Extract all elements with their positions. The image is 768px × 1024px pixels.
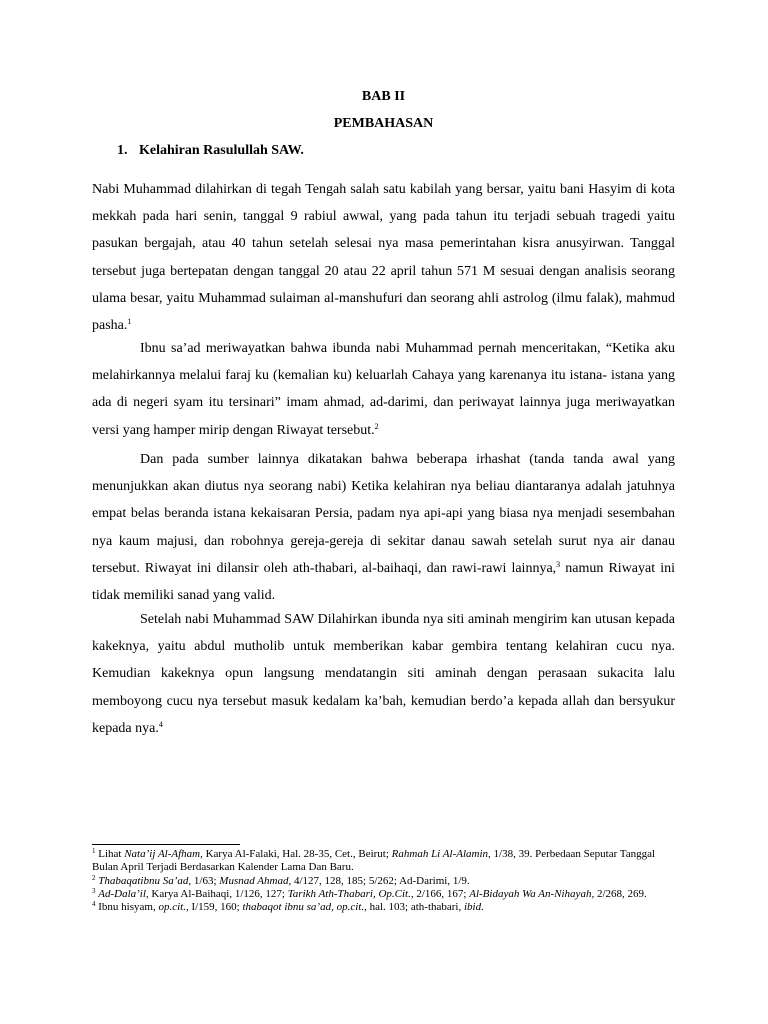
footnote-ref: 3 bbox=[556, 559, 561, 569]
paragraph-text: Ibnu sa’ad meriwayatkan bahwa ibunda nabi Muhammad pernah menceritakan, “Ketika aku melahirkannya melalui faraj ku (kemalian ku) keluarlah Cahaya yang karenanya itu istana- istana yang ada di negeri syam itu tersinari” imam ahmad, ad-darimi, dan periwayat lainnya juga meriwayatkan versi yang hamper mirip dengan Riwayat tersebut. bbox=[92, 341, 675, 438]
footnote-text: Karya Al-Falaki, Hal. 28-35, Cet., Beirut; bbox=[202, 848, 392, 860]
paragraph-2 bbox=[92, 335, 675, 444]
footnote-text: Lihat bbox=[98, 848, 125, 860]
paragraph-4 bbox=[92, 606, 675, 742]
footnote-source-title: Ad-Dala’il, bbox=[98, 887, 149, 900]
footnote-text: 2/268, 269. bbox=[594, 887, 647, 900]
footnote-source-title: op.cit., bbox=[158, 901, 189, 914]
footnote-2 bbox=[92, 875, 675, 888]
paragraph-text: Nabi Muhammad dilahirkan di tegah Tengah salah satu kabilah yang bersar, yaitu bani Hasyim di kota mekkah pada hari senin, tanggal 9 rabiul awwal, yang pada tahun itu terjadi sebuah tragedi yaitu pasukan bergajah, atau 40 tahun setelah selesai nya masa pemerintahan kisra anusyirwan. Tanggal tersebut juga bertepatan dengan tanggal 20 atau 22 april tahun 571 M sesuai dengan analisis seorang ulama besar, yaitu Muhammad sulaiman al-manshufuri dan seorang ahli astrolog (ilmu falak), mahmud pasha. bbox=[92, 182, 675, 334]
paragraph-text: Dan pada sumber lainnya dikatakan bahwa beberapa irhashat (tanda tanda awal yang menunjukkan akan diutus nya seorang nabi) Ketika kelahiran nya beliau diantaranya adalah jatuhnya empat belas beranda istana kekaisaran Persia, padam nya api-api yang biasa nya menjadi sesembahan nya kaum majusi, dan robohnya gereja-gereja di sekitar danau sawah setelah surut nya air danau tersebut. Riwayat ini dilansir oleh ath-thabari, al-baihaqi, dan rawi-rawi lainnya, bbox=[92, 452, 675, 576]
footnote-1 bbox=[92, 848, 675, 875]
footnote-text: 4/127, 128, 185; 5/262; Ad-Darimi, 1/9. bbox=[291, 874, 470, 887]
footnote-text: hal. 103; ath-thabari, bbox=[366, 901, 464, 914]
footnote-source-title: Rahmah Li Al-Alamin, bbox=[391, 848, 491, 860]
footnote-ref: 4 bbox=[158, 719, 163, 729]
footnotes bbox=[92, 848, 675, 914]
footnote-source-title: ibid. bbox=[463, 901, 484, 914]
section-title: Kelahiran Rasulullah SAW. bbox=[139, 143, 304, 158]
paragraph-1 bbox=[92, 176, 675, 339]
footnote-3 bbox=[92, 888, 675, 901]
footnote-number: 1 bbox=[92, 847, 96, 855]
section-heading bbox=[117, 143, 304, 159]
footnote-text: 2/166, 167; bbox=[413, 887, 470, 900]
footnote-text: 1/38, 39. Perbedaan Seputar Tanggal Bulan April Terjadi Berdasarkan Kalender Lama Dan Baru. bbox=[92, 848, 656, 874]
paragraph-text-continued: namun Riwayat ini tidak memiliki sanad yang valid. bbox=[92, 560, 675, 604]
footnote-source-title: Musnad Ahmad, bbox=[219, 874, 292, 887]
footnote-text: Ibnu hisyam, bbox=[98, 901, 159, 914]
footnote-4 bbox=[92, 901, 675, 914]
paragraph-text: Setelah nabi Muhammad SAW Dilahirkan ibunda nya siti aminah mengirim kan utusan kepada kakeknya, yaitu abdul mutholib untuk memberikan kabar gembira tentang kelahiran cucu nya. Kemudian kakeknya opun langsung mendatangin siti aminah dengan perasaan sukacita lalu memboyong cucu nya tersebut masuk kedalam ka’bah, kemudian berdo’a kepada allah dan bersyukur kepada nya. bbox=[92, 612, 675, 736]
footnote-number: 3 bbox=[92, 886, 96, 895]
chapter-title: PEMBAHASAN bbox=[333, 116, 434, 131]
footnote-ref: 2 bbox=[374, 421, 379, 431]
footnote-source-title: Tarikh Ath-Thabari, Op.Cit., bbox=[287, 887, 414, 900]
footnote-number: 2 bbox=[92, 873, 96, 882]
footnote-text: Karya Al-Baihaqi, 1/126, 127; bbox=[148, 887, 288, 900]
section-number: 1. bbox=[117, 143, 128, 158]
footnote-source-title: Nata’ij Al-Afham, bbox=[124, 848, 203, 860]
footnote-text: 1/63; bbox=[191, 874, 220, 887]
footnote-source-title: Thabaqatibnu Sa’ad, bbox=[98, 874, 192, 887]
paragraph-3 bbox=[92, 446, 675, 609]
footnote-ref: 1 bbox=[127, 317, 132, 327]
footnote-text: I/159, 160; bbox=[188, 901, 243, 914]
footnote-number: 4 bbox=[92, 900, 96, 909]
footnote-source-title: Al-Bidayah Wa An-Nihayah, bbox=[469, 887, 595, 900]
footnote-source-title: thabaqot ibnu sa’ad, op.cit., bbox=[242, 901, 367, 914]
footnote-separator bbox=[92, 844, 240, 845]
chapter-heading: BAB II bbox=[361, 89, 406, 104]
document-page bbox=[92, 0, 675, 1024]
